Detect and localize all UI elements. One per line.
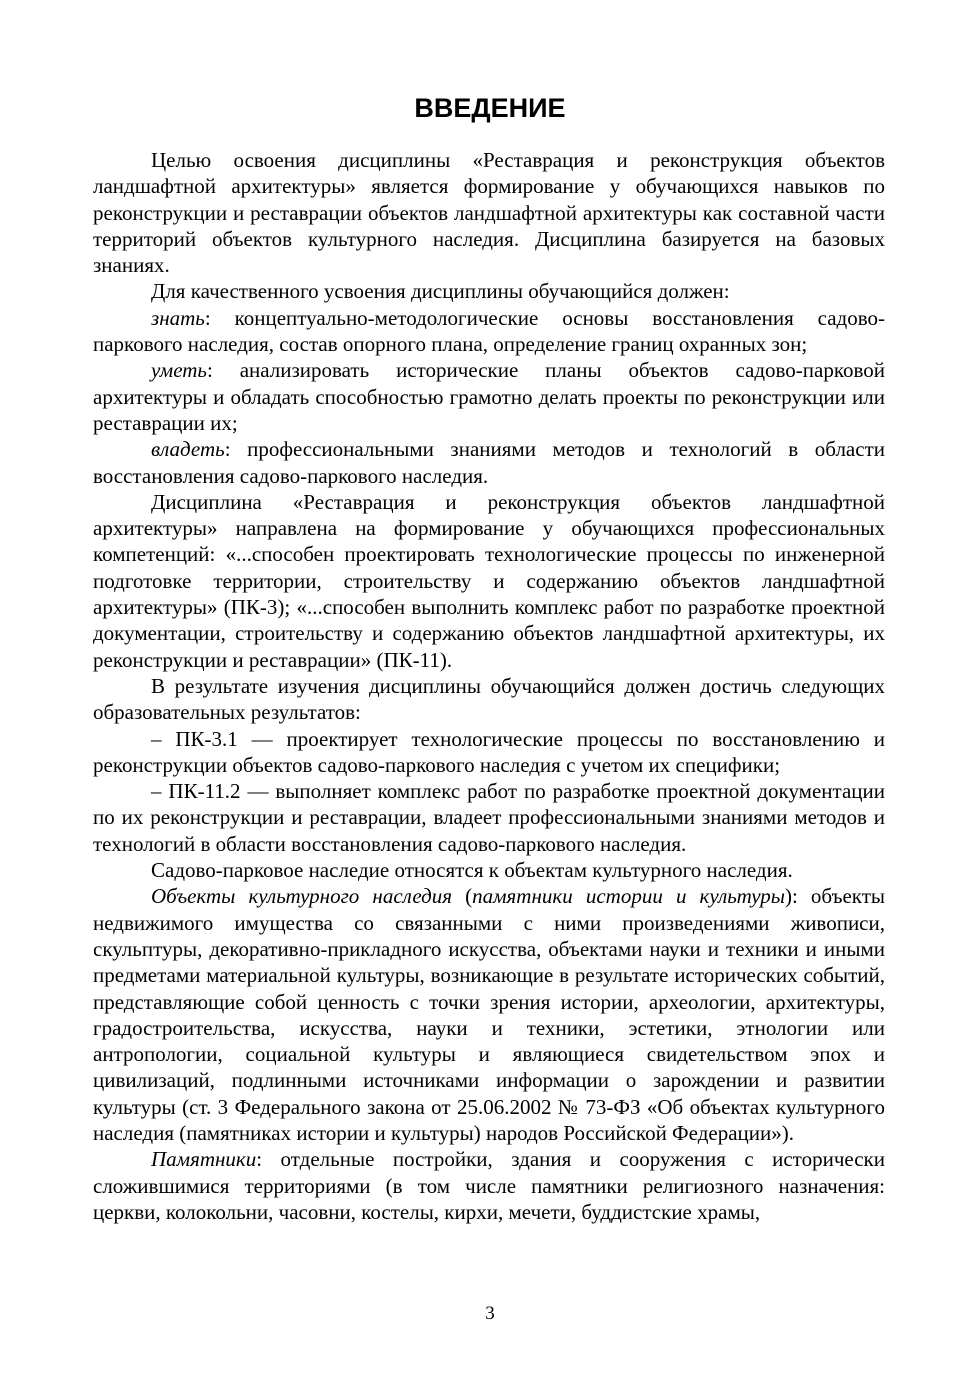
term-separator: ( <box>452 884 473 909</box>
paragraph-competencies: Дисциплина «Реставрация и реконструкция объектов ландшафтной архитектуры» направлена на формирование у обучающихся профессиональных компетенций: «...способен проектировать технологические процессы по инженерной подготовке территории, строительству и содержанию объектов ландшафтной архитектуры» (ПК-3); «...способен выполнить комплекс работ по разработке проектной документации, строительству и содержанию объектов ландшафтной архитектуры, их реконструкции и реставрации» (ПК-11). <box>93 489 885 672</box>
definition-monuments: : отдельные постройки, здания и сооружения с исторически сложившимися территориями (в том числе памятники религиозного назначения: церкви, колокольни, часовни, костелы, кирхи, мечети, буддистские храмы, <box>93 1147 885 1224</box>
term-know: знать <box>151 305 205 330</box>
paragraph-cultural-objects <box>93 883 885 1146</box>
paragraph-results: В результате изучения дисциплины обучающийся должен достичь следующих образовательных результатов: <box>93 673 885 725</box>
definition-master: : профессиональными знаниями методов и технологий в области восстановления садово-паркового наследия. <box>93 437 885 488</box>
term-cultural-objects: Объекты культурного наследия <box>151 884 453 909</box>
paragraph-master <box>93 436 885 489</box>
term-can: уметь <box>151 358 207 383</box>
paragraph-intro: Целью освоения дисциплины «Реставрация и реконструкция объектов ландшафтной архитектуры» является формирование у обучающихся навыков по реконструкции и реставрации объектов ландшафтной архитектуры как составной части территорий объектов культурного наследия. Дисциплина базируется на базовых знаниях. <box>93 148 885 278</box>
page-number: 3 <box>485 1303 495 1324</box>
definition-cultural-objects: ): объекты недвижимого имущества со связанными с ними произведениями живописи, скульптуры, декоративно-прикладного искусства, объектами науки и техники и иными предметами материальной культуры, возникающие в результате исторических событий, представляющие собой ценность с точки зрения истории, археологии, архитектуры, градостроительства, искусства, науки и техники, эстетики, этнологии или антропологии, социальной культуры и являющиеся свидетельством эпох и цивилизаций, подлинными источниками информации о зарождении и развитии культуры (ст. 3 Федерального закона от 25.06.2002 № 73-ФЗ «Об объектах культурного наследия (памятниках истории и культуры) народов Российской Федерации»). <box>93 884 885 1145</box>
page-title: ВВЕДЕНИЕ <box>414 93 566 123</box>
paragraph-heritage: Садово-парковое наследие относятся к объектам культурного наследия. <box>151 858 793 883</box>
definition-know: : концептуально-методологические основы восстановления садово-паркового наследия, состав опорного плана, определение границ охранных зон; <box>93 305 885 357</box>
paragraph-monuments <box>93 1146 885 1225</box>
paragraph-requirements: Для качественного усвоения дисциплины обучающийся должен: <box>151 279 730 304</box>
document-body <box>93 147 885 1225</box>
list-item-pk-3-1: – ПК-3.1 — проектирует технологические процессы по восстановлению и реконструкции объектов садово-паркового наследия с учетом их специфики; <box>93 726 885 777</box>
definition-can: : анализировать исторические планы объектов садово-парковой архитектуры и обладать способностью грамотно делать проекты по реконструкции или реставрации их; <box>93 358 885 435</box>
term-monuments-history: памятники истории и культуры <box>472 884 785 909</box>
list-item-pk-11-2: – ПК-11.2 — выполняет комплекс работ по разработке проектной документации по их реконструкции и реставрации, владеет профессиональными знаниями методов и технологий в области восстановления садово-паркового наследия. <box>93 779 885 856</box>
term-master: владеть <box>151 437 225 462</box>
paragraph-can <box>93 357 885 436</box>
term-monuments: Памятники <box>151 1147 257 1172</box>
paragraph-know <box>93 305 885 358</box>
